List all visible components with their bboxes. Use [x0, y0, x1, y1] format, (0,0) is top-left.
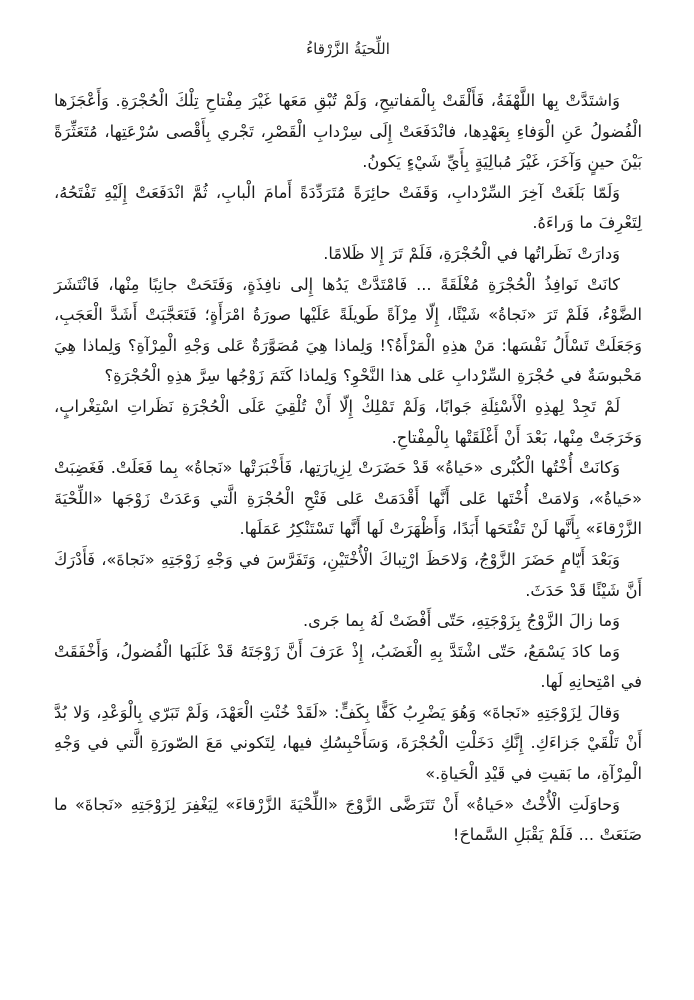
paragraph: كانَتْ نَوافِذُ الْحُجْرَةِ مُغْلَقَةً ... فَامْتَدَّتْ يَدُها إِلى نافِذَةٍ، وَفَتَحَتْ جانِبًا مِنْها، فَانْتَشَرَ الضَّوْءُ، فَلَمْ تَرَ «نَجاةُ» شَيْئًا، إِلّا مِرْآةً طَويلَةً عَلَيْها صورَةُ امْرَأَةٍ؛ فَتَعَجَّبَتْ أَشَدَّ الْعَجَبِ، وَجَعَلَتْ تَسْأَلُ نَفْسَها: مَنْ هذِهِ الْمَرْأَةُ؟! وَلِماذا هِيَ مُصَوَّرَةٌ عَلى وَجْهِ الْمِرْآةِ؟ وَلِماذا هِيَ مَحْبوسَةٌ في حُجْرَةِ السِّرْدابِ عَلى هذا النَّحْوِ؟ وَلِماذا كَتَمَ زَوْجُها سِرَّ هذِهِ الْحُجْرَةِ؟ — [54, 274, 642, 386]
paragraph: وَاشتَدَّتْ بِها اللَّهْفَةُ، فَأَلْقَتْ بِالْمَفاتيحِ، وَلَمْ تُبْقِ مَعَها غَيْرَ مِفْتاحِ تِلْكَ الْحُجْرَةِ. وَأَعْجَزَها الْفُضولُ عَنِ الْوَفاءِ بِعَهْدِها، فانْدَفَعَتْ إِلَى سِرْدابِ الْقَصْرِ، تَجْري بِأَقْصى سُرْعَتِها، مُتَعَثِّرَةً بَيْنَ حينٍ وَآخَرَ، غَيْرَ مُبالِيَةٍ بِأَيِّ شَيْءٍ يَكونُ. — [54, 91, 642, 172]
paragraph: وَقالَ لِزَوْجَتِهِ «نَجاةَ» وَهُوَ يَضْرِبُ كَفًّا بِكَفٍّ: «لَقَدْ خُنْتِ الْعَهْدَ، وَلَمْ تَبَرّي بِالْوَعْدِ، وَلا بُدَّ أَنْ تَلْقَيْ جَزاءَكِ. إِنَّكِ دَخَلْتِ الْحُجْرَةَ، وَسَأَحْبِسُكِ فيها، لِتَكوني مَعَ الصّورَةِ الَّتي في وَجْهِ الْمِرْآةِ، ما بَقيتِ في قَيْدِ الْحَياةِ.» — [54, 702, 642, 784]
running-title: اللِّحيَةُ الزَّرْقاءُ — [306, 40, 390, 58]
story-text — [54, 86, 642, 851]
paragraph: لَمْ تَجِدْ لِهذِهِ الْأَسْئِلَةِ جَوابًا، وَلَمْ تَمْلِكْ إِلّا أَنْ تُلْقِيَ عَلَى الْحُجْرَةِ نَظَراتِ اسْتِغْرابٍ، وَخَرَجَتْ مِنْها، بَعْدَ أَنْ أَغْلَقَتْها بِالْمِفْتاحِ. — [54, 396, 642, 447]
paragraph: وَبَعْدَ أَيّامٍ حَضَرَ الزَّوْجُ، وَلاحَظَ ارْتِباكَ الْأُخْتَيْنِ، وَتَفَرَّسَ في وَجْهِ زَوْجَتِهِ «نَجاةَ»، فَأَدْرَكَ أَنَّ شَيْئًا قَدْ حَدَثَ. — [54, 549, 642, 600]
paragraph: وَلَمّا بَلَغَتْ آخِرَ السِّرْدابِ، وَقَفَتْ حائِرَةً مُتَرَدِّدَةً أَمامَ الْبابِ، ثُمَّ انْدَفَعَتْ إِلَيْهِ تَفْتَحُهُ، لِتَعْرِفَ ما وَراءَهُ. — [54, 182, 642, 233]
paragraph: وَكانَتْ أُخْتُها الْكُبْرى «حَياةُ» قَدْ حَضَرَتْ لِزِيارَتِها، فَأَخْبَرَتْها «نَجاةُ» بِما فَعَلَتْ. فَغَضِبَتْ «حَياةُ»، وَلامَتْ أُخْتَها عَلى أَنَّها أَقْدَمَتْ عَلى فَتْحِ الْحُجْرَةِ الَّتي وَعَدَتْ زَوْجَها «اللِّحْيَةَ الزَّرْقاءَ» بِأَنَّها لَنْ تَفْتَحَها أَبَدًا، وَأَظْهَرَتْ لَها أَنَّها تَسْتَنْكِرُ عَمَلَها. — [54, 458, 642, 539]
paragraph: وَما كادَ يَسْمَعُ، حَتّى اشْتَدَّ بِهِ الْغَضَبُ، إِذْ عَرَفَ أَنَّ زَوْجَتَهُ قَدْ غَلَبَها الْفُضولُ، وَأَخْفَقَتْ في امْتِحانِهِ لَها. — [54, 641, 642, 692]
paragraph: وَدارَتْ نَظَراتُها في الْحُجْرَةِ، فَلَمْ تَرَ إِلا ظَلامًا. — [323, 243, 620, 263]
paragraph: وَما زالَ الزَّوْجُ بِزَوْجَتِهِ، حَتّى أَفْضَتْ لَهُ بِما جَرى. — [302, 611, 620, 631]
paragraph: وَحاوَلَتِ الْأُخْتُ «حَياةُ» أَنْ تَتَرَضَّى الزَّوْجَ «اللِّحْيَةَ الزَّرْقاءَ» لِيَغْفِرَ لِزَوْجَتِهِ «نَجاةَ» ما صَنَعَتْ ... فَلَمْ يَقْبَلِ السَّماحَ! — [54, 794, 642, 845]
